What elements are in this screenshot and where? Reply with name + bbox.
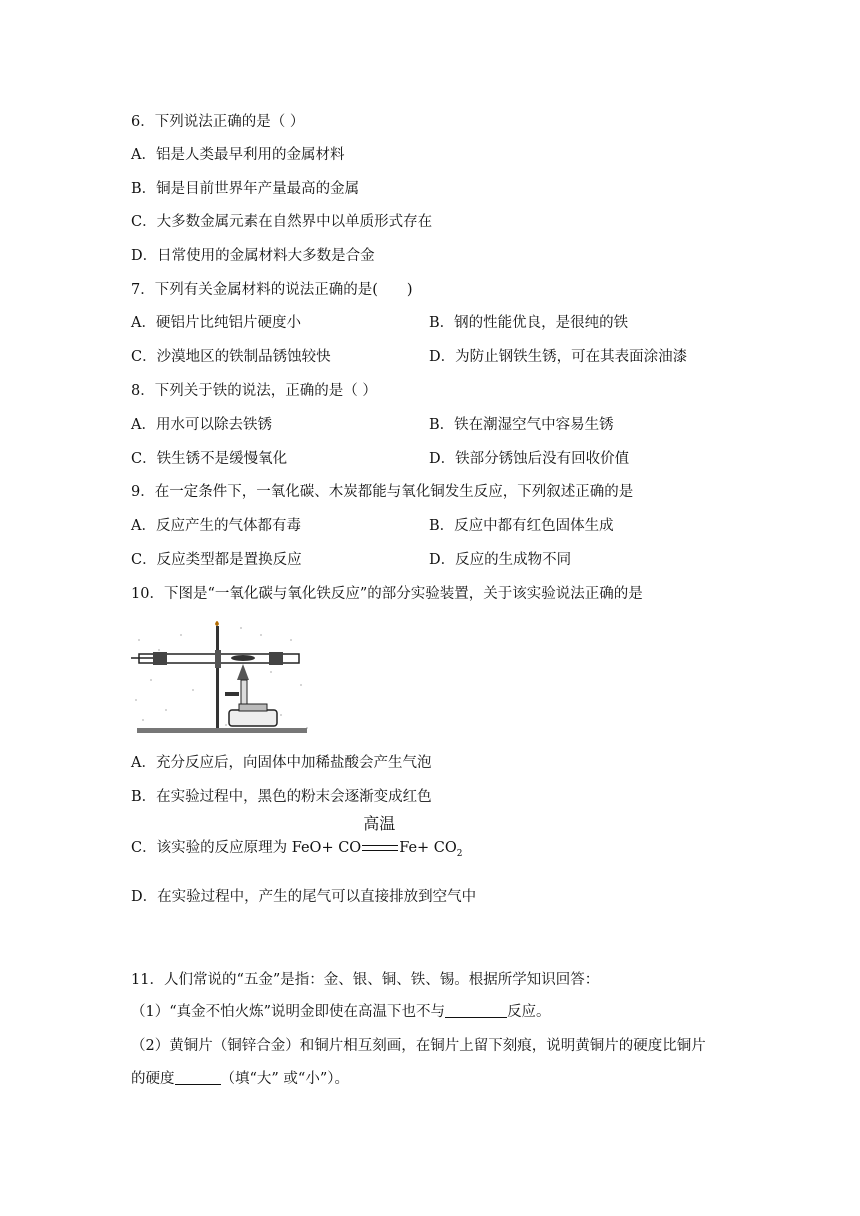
q11-stem: 11．人们常说的“五金”是指：金、银、铜、铁、锡。根据所学知识回答： (131, 972, 600, 988)
q11-part2-line2 (131, 1069, 349, 1089)
q11-part1-blank[interactable] (445, 1003, 507, 1018)
q6-option-a: A．铝是人类最早利用的金属材料 (131, 147, 345, 163)
q10-option-c-text: C．该实验的反应原理为 FeO+ CO (131, 840, 362, 856)
q11-part2-blank[interactable] (175, 1070, 221, 1085)
q9-option-c: C．反应类型都是置换反应 (131, 552, 302, 568)
q6-option-c: C．大多数金属元素在自然界中以单质形式存在 (131, 214, 433, 230)
q10-option-c-subscript: 2 (456, 848, 463, 859)
q11-part2-text-a: 的硬度 (131, 1071, 175, 1087)
q7-option-b: B．钢的性能优良，是很纯的铁 (429, 315, 629, 331)
q6-stem: 6．下列说法正确的是（ ） (131, 114, 305, 130)
q9-option-a: A．反应产生的气体都有毒 (131, 518, 301, 534)
reaction-condition: 高温 (363, 814, 396, 833)
q10-option-a: A．充分反应后，向固体中加稀盐酸会产生气泡 (131, 755, 432, 771)
q11-part2-line1: （2）黄铜片（铜锌合金）和铜片相互刻画，在铜片上留下刻痕，说明黄铜片的硬度比铜片 (131, 1038, 706, 1054)
q6-option-b: B．铜是目前世界年产量最高的金属 (131, 181, 360, 197)
q11-part1-text-a: （1）“真金不怕火炼”说明金即使在高温下也不与 (131, 1004, 446, 1020)
q10-stem: 10．下图是“一氧化碳与氧化铁反应”的部分实验装置，关于该实验说法正确的是 (131, 586, 643, 602)
q6-option-d: D．日常使用的金属材料大多数是合金 (131, 248, 375, 264)
q10-option-d: D．在实验过程中，产生的尾气可以直接排放到空气中 (131, 889, 477, 905)
reaction-arrow (361, 814, 399, 858)
q7-stem: 7．下列有关金属材料的说法正确的是( ) (131, 282, 413, 298)
q11-part2-text-b: （填“大” 或“小”）。 (220, 1071, 350, 1087)
q9-stem: 9．在一定条件下，一氧化碳、木炭都能与氧化铜发生反应，下列叙述正确的是 (131, 484, 634, 500)
q10-option-c-product: Fe+ CO (399, 840, 457, 856)
q10-option-c (131, 814, 463, 864)
q7-option-d: D．为防止钢铁生锈，可在其表面涂油漆 (429, 349, 688, 365)
q11-part1-text-b: 反应。 (507, 1004, 551, 1020)
q8-option-a: A．用水可以除去铁锈 (131, 417, 272, 433)
q8-option-b: B．铁在潮湿空气中容易生锈 (429, 417, 614, 433)
q8-option-c: C．铁生锈不是缓慢氧化 (131, 451, 288, 467)
q8-stem: 8．下列关于铁的说法，正确的是（ ） (131, 383, 377, 399)
double-line (362, 845, 398, 851)
apparatus-drawing (131, 620, 311, 738)
q9-option-b: B．反应中都有红色固体生成 (429, 518, 614, 534)
q7-option-a: A．硬铝片比纯铝片硬度小 (131, 315, 301, 331)
experiment-apparatus-figure (131, 620, 311, 738)
q8-option-d: D．铁部分锈蚀后没有回收价值 (429, 451, 630, 467)
q9-option-d: D．反应的生成物不同 (429, 552, 572, 568)
q11-part1 (131, 1002, 551, 1022)
q7-option-c: C．沙漠地区的铁制品锈蚀较快 (131, 349, 331, 365)
q10-option-b: B．在实验过程中，黑色的粉末会逐渐变成红色 (131, 789, 432, 805)
